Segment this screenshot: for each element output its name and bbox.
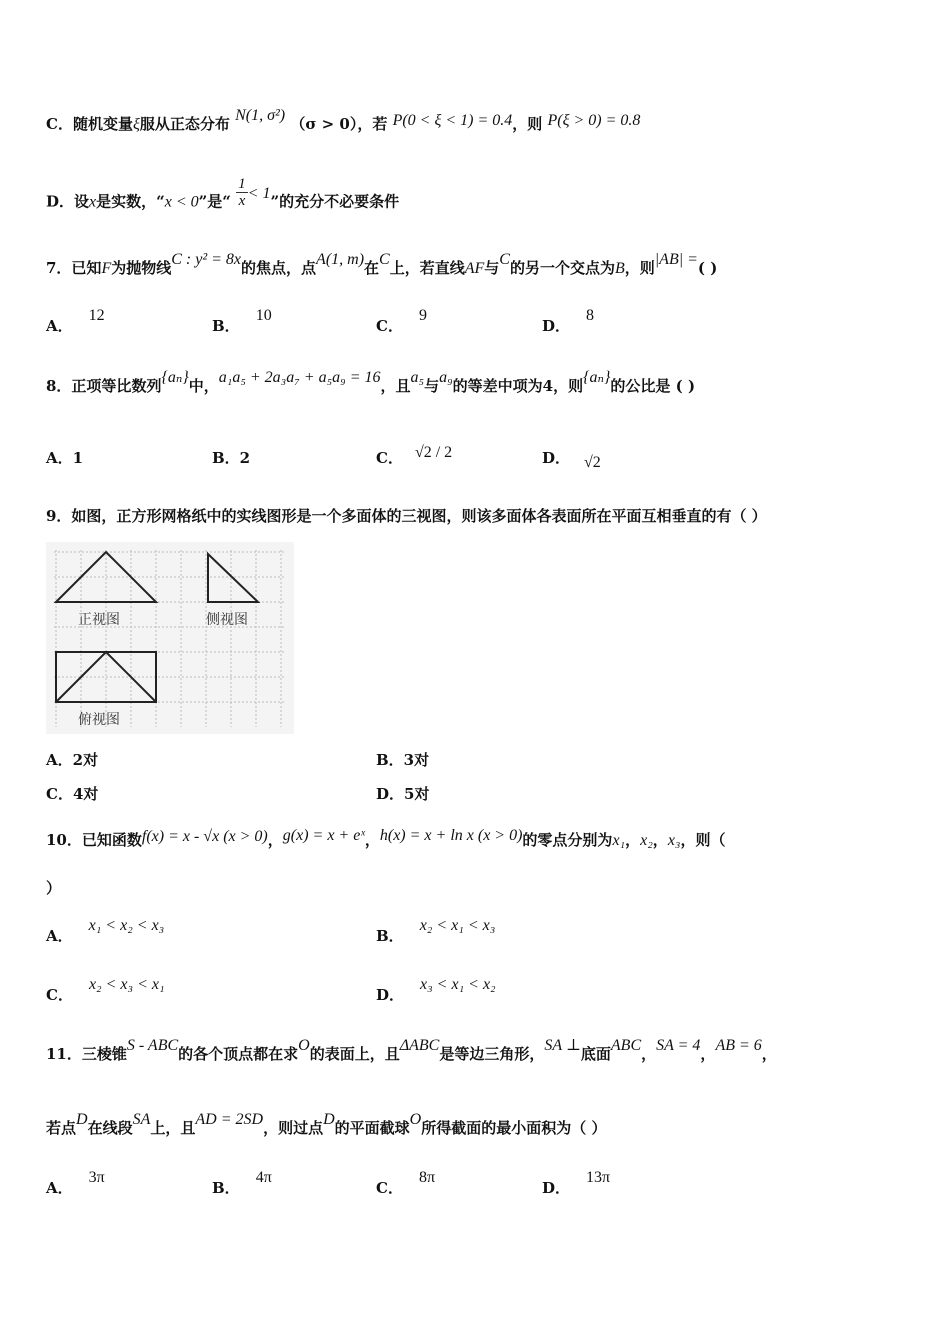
text: 所得截面的最小面积为（ ） bbox=[421, 1119, 607, 1137]
text: 与 bbox=[484, 259, 500, 277]
text: 的焦点，点 bbox=[241, 259, 317, 277]
denominator: x bbox=[238, 193, 246, 209]
label: 8．正项等比数列 bbox=[46, 377, 162, 395]
text: 上，若直线 bbox=[389, 259, 465, 277]
text: 中， bbox=[188, 377, 219, 395]
pyramid: S - ABC bbox=[126, 1037, 179, 1054]
text: ，则 bbox=[624, 259, 655, 277]
q11-option-c[interactable] bbox=[376, 1169, 436, 1199]
text: 的公比是 ( ) bbox=[610, 377, 696, 395]
option-key: D． bbox=[542, 449, 571, 467]
var-x: x bbox=[89, 193, 97, 211]
option-value: x₂ < x₁ < x₃ bbox=[419, 917, 496, 934]
q9-option-b[interactable] bbox=[376, 750, 429, 770]
function-f: f(x) = x - √x (x > 0) bbox=[141, 828, 268, 845]
text: 的等差中项为4，则 bbox=[452, 377, 584, 395]
equation: a₁a₅ + 2a₃a₇ + a₅a₉ = 16 bbox=[218, 369, 381, 386]
question-9 bbox=[46, 506, 767, 526]
text: ( ) bbox=[697, 259, 718, 277]
label: 10．已知函数 bbox=[46, 831, 142, 849]
q9-option-c[interactable] bbox=[46, 784, 98, 804]
var-B: B bbox=[614, 260, 625, 277]
normal-distribution: N(1, σ²) bbox=[235, 107, 286, 124]
condition-text: （σ > 0），若 bbox=[290, 115, 388, 133]
var-F: F bbox=[101, 260, 112, 277]
text: ） bbox=[46, 879, 62, 897]
zero-x2: x₂ bbox=[640, 832, 653, 849]
point-D: D bbox=[76, 1111, 88, 1128]
text: 的零点分别为 bbox=[522, 831, 613, 849]
cond-1: x < 0 bbox=[164, 193, 199, 211]
plane-ABC: ABC bbox=[610, 1037, 642, 1054]
zero-x3: x₃ bbox=[667, 832, 681, 849]
text: 是等边三角形， bbox=[439, 1045, 545, 1063]
question-11 bbox=[46, 1037, 777, 1065]
sequence: {aₙ} bbox=[583, 369, 611, 386]
text: ， bbox=[700, 1045, 716, 1063]
option-key: D． bbox=[542, 317, 571, 335]
function-h: h(x) = x + ln x (x > 0) bbox=[379, 827, 523, 844]
text: ， bbox=[625, 831, 641, 849]
q10-option-d[interactable] bbox=[376, 976, 496, 1006]
top-view-label: 俯视图 bbox=[78, 712, 120, 728]
option-c-statement bbox=[46, 107, 641, 135]
option-value: 3π bbox=[88, 1169, 105, 1186]
option-key: C． bbox=[376, 1179, 403, 1197]
ratio-AD: AD = 2SD bbox=[195, 1111, 264, 1128]
question-11-line-2 bbox=[46, 1111, 607, 1139]
option-key: B． bbox=[212, 317, 240, 335]
option-value: 12 bbox=[88, 307, 105, 324]
option-value: 4π bbox=[255, 1169, 272, 1186]
q8-option-b[interactable] bbox=[212, 448, 250, 468]
sphere-O: O bbox=[298, 1037, 310, 1054]
question-10 bbox=[46, 827, 726, 851]
text: 的表面上，且 bbox=[309, 1045, 400, 1063]
option-key: A．1 bbox=[46, 449, 84, 467]
option-value: 8π bbox=[418, 1169, 436, 1186]
option-key: A． bbox=[46, 317, 73, 335]
term-a9: a₉ bbox=[439, 369, 453, 386]
text: ，则过点 bbox=[263, 1119, 324, 1137]
q11-option-b[interactable] bbox=[212, 1169, 272, 1199]
option-key: C． bbox=[376, 449, 403, 467]
option-key: C． bbox=[46, 986, 73, 1004]
text: ， bbox=[761, 1045, 777, 1063]
less-than-one: < 1 bbox=[247, 184, 271, 202]
xi-symbol: ξ bbox=[132, 116, 140, 133]
q8-option-a[interactable] bbox=[46, 448, 83, 468]
label: 7．已知 bbox=[46, 259, 102, 277]
length-AB: AB = 6 bbox=[715, 1037, 762, 1054]
q8-option-c[interactable] bbox=[376, 444, 453, 469]
point-A: A(1, m) bbox=[316, 251, 365, 268]
option-key: B． bbox=[212, 1179, 240, 1197]
text: 若点 bbox=[46, 1119, 77, 1137]
q11-option-d[interactable] bbox=[542, 1169, 611, 1199]
option-key: D． bbox=[542, 1179, 571, 1197]
option-key: A．2对 bbox=[46, 751, 99, 769]
term-a5: a₅ bbox=[410, 369, 425, 386]
option-d-statement bbox=[46, 176, 400, 219]
q10-option-c[interactable] bbox=[46, 976, 165, 1006]
option-key: D．5对 bbox=[376, 785, 430, 803]
q9-option-a[interactable] bbox=[46, 750, 98, 770]
var-C: C bbox=[379, 251, 390, 268]
var-C: C bbox=[499, 251, 510, 268]
sequence: {aₙ} bbox=[161, 369, 189, 386]
fraction-1-over-x bbox=[236, 176, 248, 209]
function-g: g(x) = x + eˣ bbox=[282, 827, 365, 844]
three-view-figure bbox=[46, 542, 294, 734]
label: D．设 bbox=[46, 192, 90, 211]
option-value: 10 bbox=[255, 307, 272, 324]
q7-option-b[interactable] bbox=[212, 307, 272, 337]
q10-option-b[interactable] bbox=[376, 917, 496, 947]
option-key: A． bbox=[46, 927, 73, 945]
option-value: 8 bbox=[586, 307, 595, 324]
option-key: B．2 bbox=[212, 449, 251, 467]
text: ， bbox=[641, 1045, 657, 1063]
option-value: x₂ < x₃ < x₁ bbox=[88, 976, 165, 993]
text: 为抛物线 bbox=[111, 259, 172, 277]
text: 的各个顶点都在求 bbox=[178, 1045, 299, 1063]
text: ，则 bbox=[512, 115, 543, 133]
side-view-label: 侧视图 bbox=[206, 612, 248, 628]
option-key: C． bbox=[376, 317, 403, 335]
text: 底面 bbox=[580, 1045, 611, 1063]
question-8 bbox=[46, 369, 696, 397]
option-key: C．4对 bbox=[46, 785, 99, 803]
label: 11．三棱锥 bbox=[46, 1045, 127, 1063]
text: 服从正态分布 bbox=[139, 115, 230, 133]
option-value: x₁ < x₂ < x₃ bbox=[88, 917, 165, 934]
probability-1: P(0 < ξ < 1) = 0.4 bbox=[392, 112, 513, 129]
front-view-label: 正视图 bbox=[78, 612, 120, 628]
text: 的平面截球 bbox=[334, 1119, 410, 1137]
text: ， bbox=[652, 831, 668, 849]
label: C．随机变量 bbox=[46, 115, 133, 133]
abs-AB: |AB| = bbox=[654, 251, 698, 268]
option-value: 9 bbox=[418, 307, 427, 324]
point-D: D bbox=[323, 1111, 335, 1128]
sphere-O: O bbox=[409, 1111, 422, 1128]
line-AF: AF bbox=[464, 260, 485, 277]
option-key: B．3对 bbox=[376, 751, 430, 769]
perpendicular: SA ⊥ bbox=[544, 1037, 581, 1054]
option-key: B． bbox=[376, 927, 404, 945]
question-7 bbox=[46, 251, 718, 279]
q7-option-a[interactable] bbox=[46, 307, 105, 337]
option-value: √2 / 2 bbox=[414, 444, 453, 461]
text: ”是“ bbox=[198, 192, 231, 211]
text: 9．如图，正方形网格纸中的实线图形是一个多面体的三视图，则该多面体各表面所在平面互相垂直的有（ ） bbox=[46, 507, 767, 525]
text: ， bbox=[364, 831, 380, 849]
text: 是实数，“ bbox=[96, 192, 165, 211]
numerator: 1 bbox=[238, 176, 246, 192]
option-value: √2 bbox=[584, 454, 601, 471]
text: ， bbox=[267, 831, 283, 849]
option-value: 13π bbox=[586, 1169, 611, 1186]
text: 在线段 bbox=[87, 1119, 133, 1137]
q11-option-a[interactable] bbox=[46, 1169, 105, 1199]
q10-option-a[interactable] bbox=[46, 917, 165, 947]
parabola-eq: C : y² = 8x bbox=[171, 251, 242, 268]
zero-x1: x₁ bbox=[612, 832, 626, 849]
triangle-ABC: ΔABC bbox=[399, 1037, 440, 1054]
text: ，且 bbox=[380, 377, 411, 395]
q9-option-d[interactable] bbox=[376, 784, 429, 804]
segment-SA: SA bbox=[132, 1111, 151, 1128]
text: ”的充分不必要条件 bbox=[270, 192, 400, 211]
option-key: D． bbox=[376, 986, 405, 1004]
length-SA: SA = 4 bbox=[656, 1037, 701, 1054]
probability-2: P(ξ > 0) = 0.8 bbox=[547, 112, 641, 129]
option-value: x₃ < x₁ < x₂ bbox=[420, 976, 496, 993]
option-key: A． bbox=[46, 1179, 73, 1197]
text: 的另一个交点为 bbox=[509, 259, 615, 277]
q7-option-d[interactable] bbox=[542, 307, 595, 337]
q7-option-c[interactable] bbox=[376, 307, 427, 337]
question-10-close bbox=[46, 878, 61, 898]
q8-option-d[interactable] bbox=[542, 448, 601, 469]
text: ，则（ bbox=[680, 831, 726, 849]
text: 与 bbox=[424, 377, 440, 395]
text: 上，且 bbox=[150, 1119, 196, 1137]
text: 在 bbox=[364, 259, 380, 277]
